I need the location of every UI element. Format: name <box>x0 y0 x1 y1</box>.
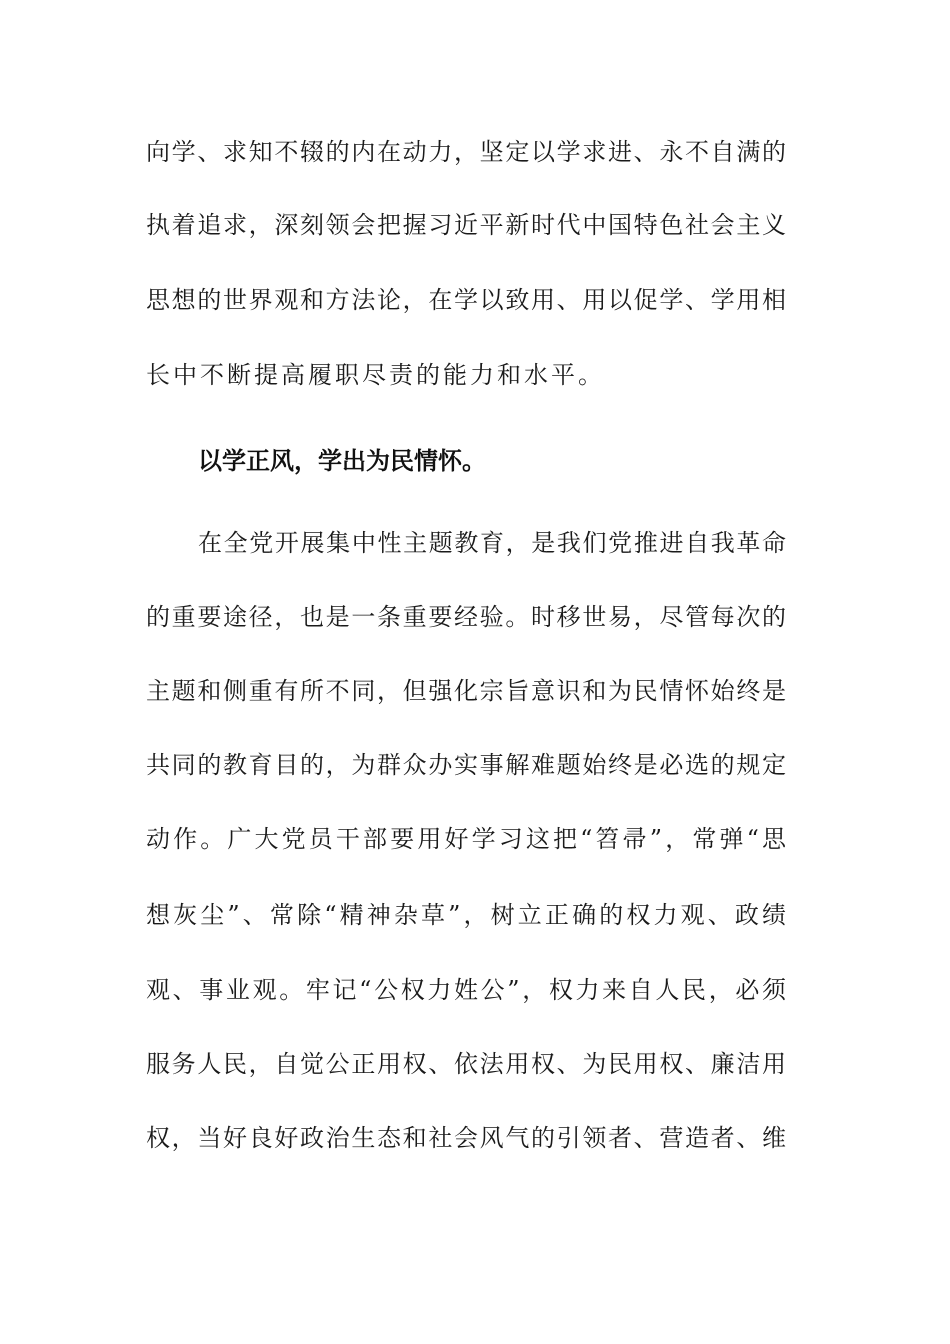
paragraph-2-line-5: 动作。广大党员干部要用好学习这把“笤帚”，常弹“思 <box>146 825 786 853</box>
paragraph-2-line-8: 服务人民，自觉公正用权、依法用权、为民用权、廉洁用 <box>146 1050 786 1078</box>
paragraph-1-line-4: 长中不断提高履职尽责的能力和水平。 <box>146 361 605 389</box>
paragraph-1-line-1: 向学、求知不辍的内在动力，坚定以学求进、永不自满的 <box>146 138 786 166</box>
paragraph-2-line-3: 主题和侧重有所不同，但强化宗旨意识和为民情怀始终是 <box>146 677 786 705</box>
paragraph-2-line-4: 共同的教育目的，为群众办实事解难题始终是必选的规定 <box>146 751 786 779</box>
paragraph-1-line-2: 执着追求，深刻领会把握习近平新时代中国特色社会主义 <box>146 211 786 239</box>
paragraph-2-line-7: 观、事业观。牢记“公权力姓公”，权力来自人民，必须 <box>146 976 786 1004</box>
paragraph-1-line-3: 思想的世界观和方法论，在学以致用、用以促学、学用相 <box>146 286 786 314</box>
paragraph-2-line-9: 权，当好良好政治生态和社会风气的引领者、营造者、维 <box>146 1124 786 1152</box>
paragraph-2-line-6: 想灰尘”、常除“精神杂草”，树立正确的权力观、政绩 <box>146 901 786 929</box>
paragraph-2-line-1: 在全党开展集中性主题教育，是我们党推进自我革命 <box>198 529 786 557</box>
section-heading: 以学正风，学出为民情怀。 <box>198 447 486 475</box>
paragraph-2-line-2: 的重要途径，也是一条重要经验。时移世易，尽管每次的 <box>146 603 786 631</box>
